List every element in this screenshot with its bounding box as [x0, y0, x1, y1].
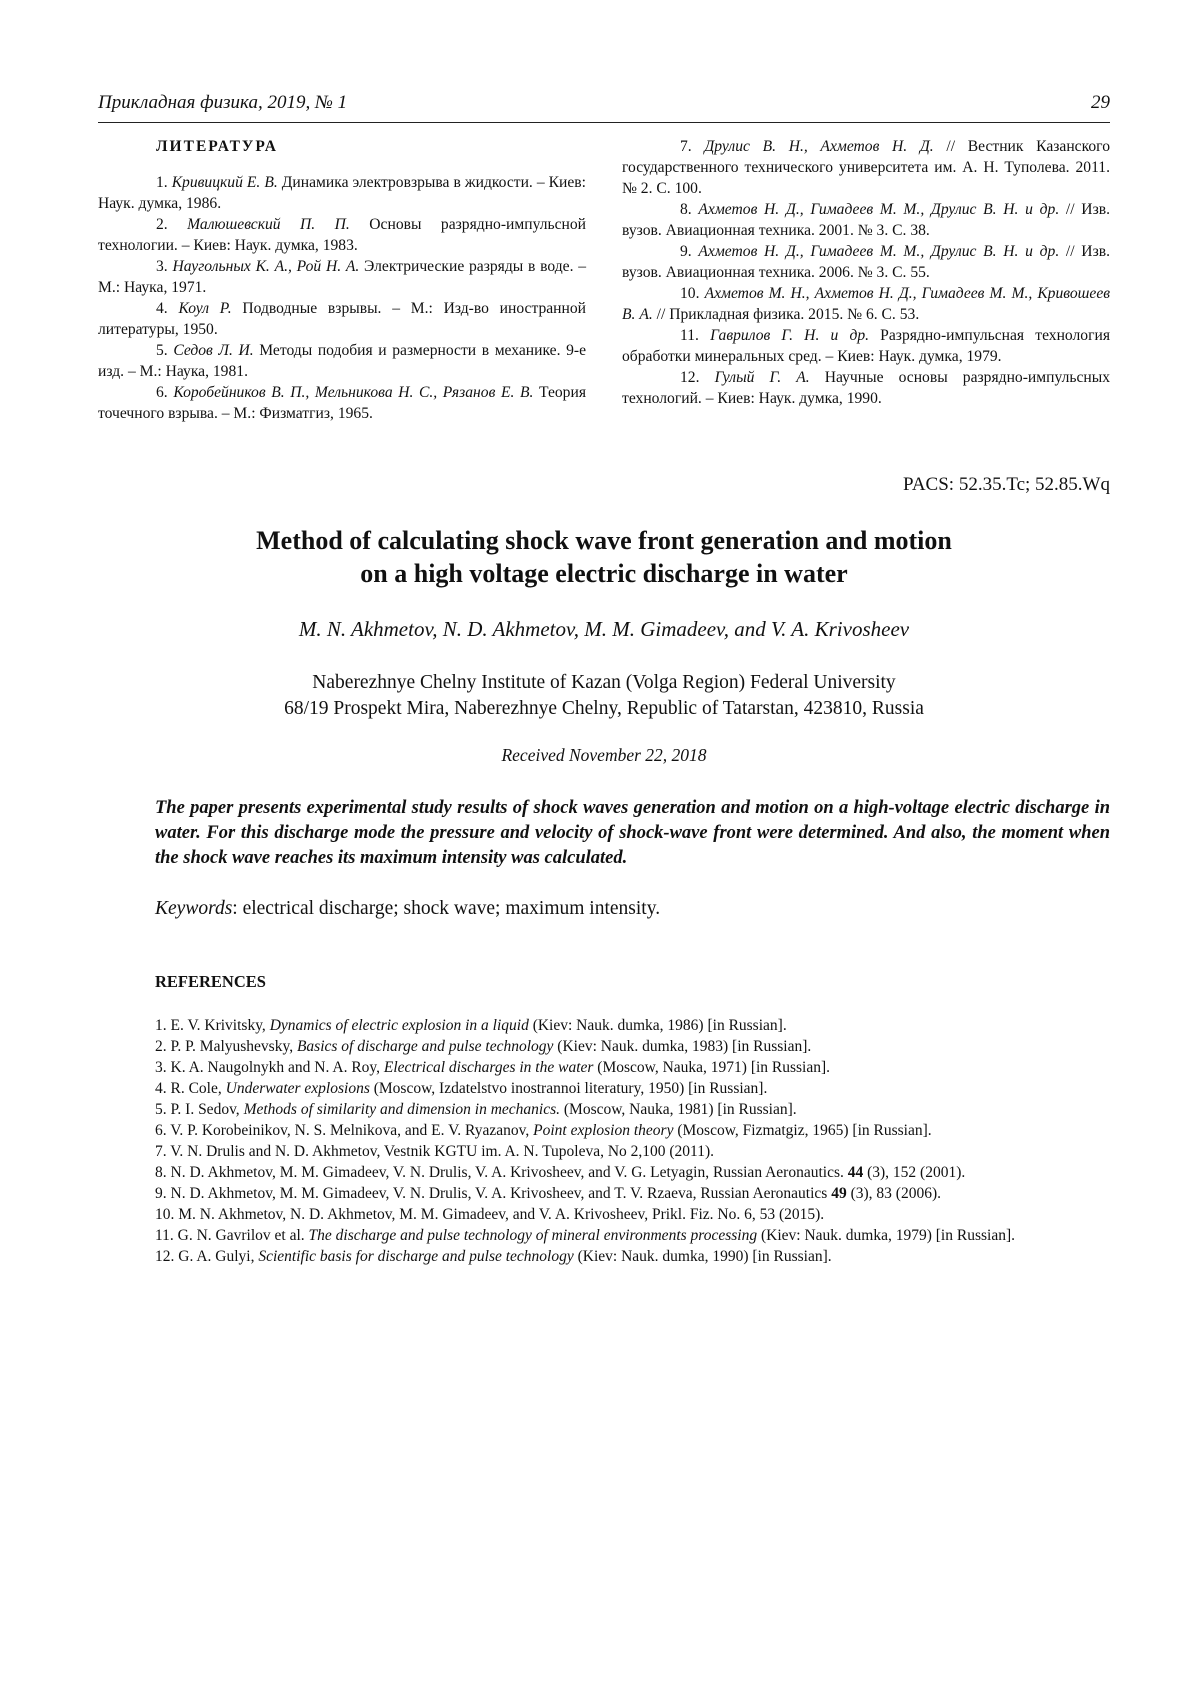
- title-line: on a high voltage electric discharge in water: [98, 557, 1110, 590]
- abstract: The paper presents experimental study results of shock waves generation and motion on a high-voltage electric discharge in water. For this discharge mode the pressure and velocity of shock-wave front were determined. And also, the moment when the shock wave reaches its maximum intensity was calculated.: [155, 796, 1110, 871]
- literature-item: 10. Ахметов М. Н., Ахметов Н. Д., Гимадеев М. М., Кривошеев В. А. // Прикладная физика. 2015. № 6. С. 53.: [622, 283, 1110, 325]
- literature-item: 8. Ахметов Н. Д., Гимадеев М. М., Друлис В. Н. и др. // Изв. вузов. Авиационная техника. 2001. № 3. С. 38.: [622, 199, 1110, 241]
- paper-title: [98, 524, 1110, 590]
- title-line: Method of calculating shock wave front generation and motion: [98, 524, 1110, 557]
- reference-item: 5. P. I. Sedov, Methods of similarity and dimension in mechanics. (Moscow, Nauka, 1981) [in Russian].: [155, 1099, 1110, 1120]
- keywords-text: : electrical discharge; shock wave; maximum intensity.: [232, 898, 660, 919]
- literature-item: 7. Друлис В. Н., Ахметов Н. Д. // Вестник Казанского государственного технического университета им. А. Н. Туполева. 2011. № 2. С. 100.: [622, 136, 1110, 199]
- reference-item: 11. G. N. Gavrilov et al. The discharge and pulse technology of mineral environments processing (Kiev: Nauk. dumka, 1979) [in Russian].: [155, 1225, 1110, 1246]
- running-header: [98, 92, 1110, 123]
- reference-item: 9. N. D. Akhmetov, M. M. Gimadeev, V. N. Drulis, V. A. Krivosheev, and T. V. Rzaeva, Russian Aeronautics 49 (3), 83 (2006).: [155, 1183, 1110, 1204]
- literature-item: 1. Кривицкий Е. В. Динамика электровзрыва в жидкости. – Киев: Наук. думка, 1986.: [98, 172, 586, 214]
- reference-item: 10. M. N. Akhmetov, N. D. Akhmetov, M. M. Gimadeev, and V. A. Krivosheev, Prikl. Fiz. No. 6, 53 (2015).: [155, 1204, 1110, 1225]
- keywords-label: Keywords: [155, 898, 232, 919]
- journal-page: [0, 0, 1200, 1698]
- literature-item: 3. Наугольных К. А., Рой Н. А. Электрические разряды в воде. – М.: Наука, 1971.: [98, 256, 586, 298]
- reference-item: 3. K. A. Naugolnykh and N. A. Roy, Electrical discharges in the water (Moscow, Nauka, 1971) [in Russian].: [155, 1057, 1110, 1078]
- literature-item: 9. Ахметов Н. Д., Гимадеев М. М., Друлис В. Н. и др. // Изв. вузов. Авиационная техника. 2006. № 3. С. 55.: [622, 241, 1110, 283]
- reference-item: 1. E. V. Krivitsky, Dynamics of electric explosion in a liquid (Kiev: Nauk. dumka, 1986) [in Russian].: [155, 1015, 1110, 1036]
- literature-item: 6. Коробейников В. П., Мельникова Н. С., Рязанов Е. В. Теория точечного взрыва. – М.: Физматгиз, 1965.: [98, 382, 586, 424]
- literature-item: 12. Гулый Г. А. Научные основы разрядно-импульсных технологий. – Киев: Наук. думка, 1990.: [622, 367, 1110, 409]
- affiliation-line: 68/19 Prospekt Mira, Naberezhnye Chelny, Republic of Tatarstan, 423810, Russia: [98, 696, 1110, 722]
- literature-item: 2. Малюшевский П. П. Основы разрядно-импульсной технологии. – Киев: Наук. думка, 1983.: [98, 214, 586, 256]
- page-number: 29: [1091, 92, 1110, 114]
- journal-title: Прикладная физика, 2019, № 1: [98, 92, 347, 114]
- reference-item: 2. P. P. Malyushevsky, Basics of discharge and pulse technology (Kiev: Nauk. dumka, 1983) [in Russian].: [155, 1036, 1110, 1057]
- literature-column-right: [622, 136, 1110, 409]
- received-date: Received November 22, 2018: [98, 745, 1110, 766]
- reference-item: 8. N. D. Akhmetov, M. M. Gimadeev, V. N. Drulis, V. A. Krivosheev, and V. G. Letyagin, Russian Aeronautics. 44 (3), 152 (2001).: [155, 1162, 1110, 1183]
- affiliation-line: Naberezhnye Chelny Institute of Kazan (Volga Region) Federal University: [98, 670, 1110, 696]
- reference-item: 4. R. Cole, Underwater explosions (Moscow, Izdatelstvo inostrannoi literatury, 1950) [in Russian].: [155, 1078, 1110, 1099]
- literature-column-left: [98, 136, 586, 424]
- reference-item: 7. V. N. Drulis and N. D. Akhmetov, Vestnik KGTU im. A. N. Tupoleva, No 2,100 (2011).: [155, 1141, 1110, 1162]
- references-heading: REFERENCES: [155, 972, 266, 992]
- author-list: M. N. Akhmetov, N. D. Akhmetov, M. M. Gimadeev, and V. A. Krivosheev: [98, 617, 1110, 642]
- affiliation: [98, 670, 1110, 722]
- keywords: [155, 898, 1110, 920]
- literature-item: 11. Гаврилов Г. Н. и др. Разрядно-импульсная технология обработки минеральных сред. – Киев: Наук. думка, 1979.: [622, 325, 1110, 367]
- pacs-codes: PACS: 52.35.Tc; 52.85.Wq: [903, 474, 1110, 496]
- reference-item: 12. G. A. Gulyi, Scientific basis for discharge and pulse technology (Kiev: Nauk. dumka, 1990) [in Russian].: [155, 1246, 1110, 1267]
- literature-item: 5. Седов Л. И. Методы подобия и размерности в механике. 9-е изд. – М.: Наука, 1981.: [98, 340, 586, 382]
- literature-item: 4. Коул Р. Подводные взрывы. – М.: Изд-во иностранной литературы, 1950.: [98, 298, 586, 340]
- reference-item: 6. V. P. Korobeinikov, N. S. Melnikova, and E. V. Ryazanov, Point explosion theory (Moscow, Fizmatgiz, 1965) [in Russian].: [155, 1120, 1110, 1141]
- literature-heading: ЛИТЕРАТУРА: [156, 136, 586, 157]
- references-list: [155, 1015, 1110, 1267]
